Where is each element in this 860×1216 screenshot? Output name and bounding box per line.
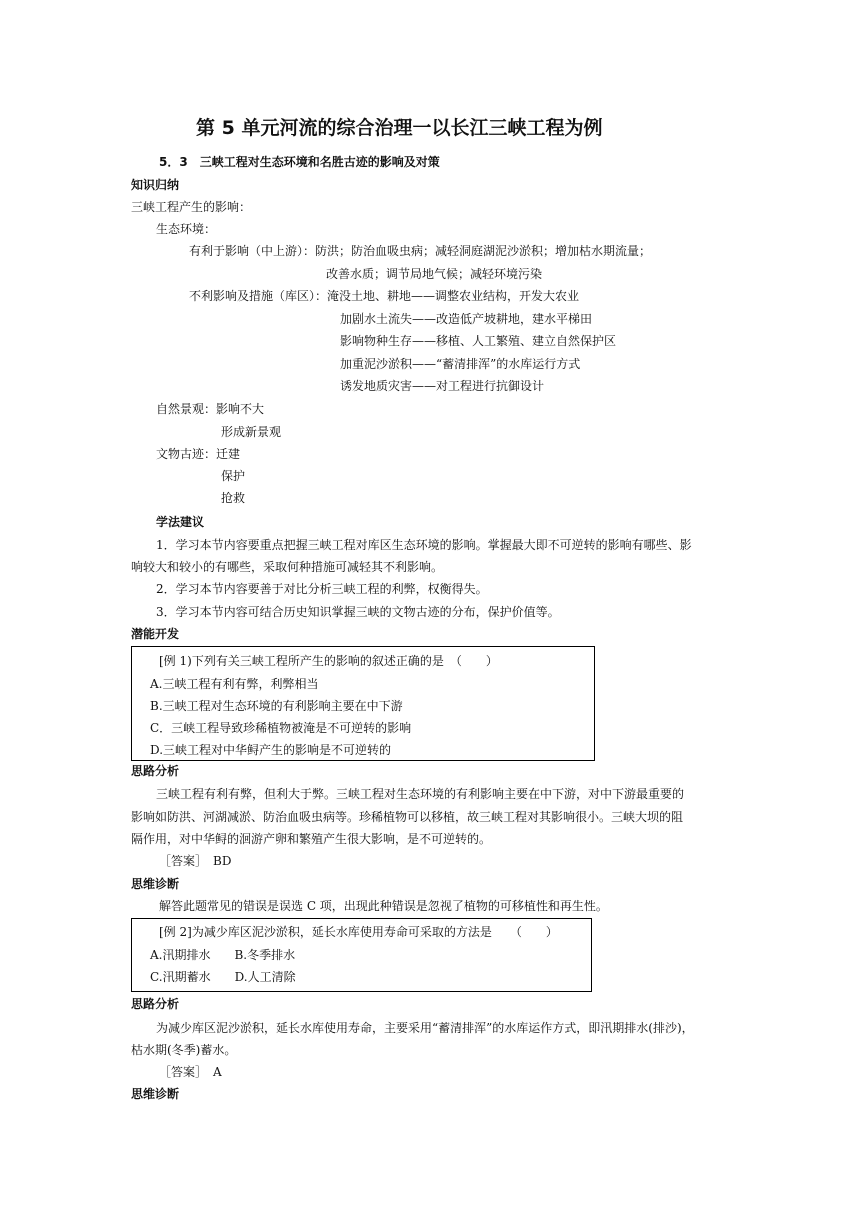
- advice-1-line-2: 响较大和较小的有哪些，采取何种措施可减轻其不利影响。: [131, 560, 444, 574]
- example-2-options-ab: A.汛期排水 B.冬季排水: [150, 948, 296, 962]
- eco-label: 生态环境：: [156, 222, 217, 236]
- analysis-1-heading: 思路分析: [131, 764, 180, 778]
- nature-line-1: 自然景观：影响不大: [156, 402, 265, 416]
- unfavorable-line-1: 不利影响及措施（库区）：淹没土地、耕地——调整农业结构，开发大农业: [189, 289, 580, 303]
- favorable-line-1: 有利于影响（中上游）：防洪；防治血吸虫病；减轻洞庭湖泥沙淤积；增加枯水期流量；: [189, 244, 652, 258]
- analysis-2-heading: 思路分析: [131, 997, 180, 1011]
- advice-3: 3．学习本节内容可结合历史知识掌握三峡的文物古迹的分布，保护价值等。: [156, 605, 560, 619]
- example-2-options-cd: C.汛期蓄水 D.人工清除: [150, 970, 296, 984]
- favorable-line-2: 改善水质；调节局地气候；减轻环境污染: [326, 267, 543, 281]
- analysis-1-line-1: 三峡工程有利有弊，但利大于弊。三峡工程对生态环境的有利影响主要在中下游，对中下游最重要的: [156, 787, 685, 801]
- example-1-question: [例 1)下列有关三峡工程所产生的影响的叙述正确的是 （ ）: [159, 654, 498, 668]
- diagnosis-1-text: 解答此题常见的错误是误选 C 项，出现此种错误是忽视了植物的可移植性和再生性。: [159, 899, 608, 913]
- unfavorable-line-2: 加剧水土流失——改造低产坡耕地，建水平梯田: [340, 312, 593, 326]
- knowledge-intro: 三峡工程产生的影响：: [131, 200, 252, 214]
- analysis-1-line-3: 隔作用，对中华鲟的洄游产卵和繁殖产生很大影响，是不可逆转的。: [131, 832, 492, 846]
- example-1-option-a: A.三峡工程有利有弊，利弊相当: [150, 677, 319, 691]
- unfavorable-line-3: 影响物种生存——移植、人工繁殖、建立自然保护区: [340, 334, 617, 348]
- nature-line-2: 形成新景观: [221, 425, 282, 439]
- example-2-question: [例 2]为减少库区泥沙淤积，延长水库使用寿命可采取的方法是 （ ）: [159, 925, 558, 939]
- diagnosis-1-heading: 思维诊断: [131, 877, 180, 891]
- diagnosis-2-heading: 思维诊断: [131, 1087, 180, 1101]
- example-1-option-b: B.三峡工程对生态环境的有利影响主要在中下游: [150, 699, 403, 713]
- unfavorable-line-4: 加重泥沙淤积——“蓄清排浑”的水库运行方式: [340, 357, 581, 371]
- relics-line-3: 抢救: [221, 491, 246, 505]
- unfavorable-line-5: 诱发地质灾害——对工程进行抗御设计: [340, 379, 545, 393]
- example-1-option-c: C．三峡工程导致珍稀植物被淹是不可逆转的影响: [150, 721, 412, 735]
- advice-2: 2．学习本节内容要善于对比分析三峡工程的利弊，权衡得失。: [156, 582, 488, 596]
- knowledge-heading: 知识归纳: [131, 178, 180, 192]
- potential-heading: 潜能开发: [131, 627, 180, 641]
- relics-line-2: 保护: [221, 469, 246, 483]
- advice-heading: 学法建议: [156, 515, 205, 529]
- example-1-option-d: D.三峡工程对中华鲟产生的影响是不可逆转的: [150, 743, 392, 757]
- advice-1-line-1: 1．学习本节内容要重点把握三峡工程对库区生态环境的影响。掌握最大即不可逆转的影响有哪些、影: [156, 538, 692, 552]
- analysis-2-line-2: 枯水期(冬季)蓄水。: [131, 1043, 237, 1057]
- analysis-2-line-1: 为减少库区泥沙淤积，延长水库使用寿命，主要采用“蓄清排浑”的水库运作方式，即汛期排水(排沙)，: [156, 1021, 694, 1035]
- answer-2: ［答案］ A: [159, 1065, 222, 1079]
- page-title: 第 5 单元河流的综合治理一以长江三峡工程为例: [196, 117, 603, 139]
- analysis-1-line-2: 影响如防洪、河湖减淤、防治血吸虫病等。珍稀植物可以移植，故三峡工程对其影响很小。三峡大坝的阻: [131, 810, 684, 824]
- relics-line-1: 文物古迹：迁建: [156, 447, 241, 461]
- answer-1: ［答案］ BD: [159, 854, 232, 868]
- section-title: 5．3 三峡工程对生态环境和名胜古迹的影响及对策: [159, 155, 440, 169]
